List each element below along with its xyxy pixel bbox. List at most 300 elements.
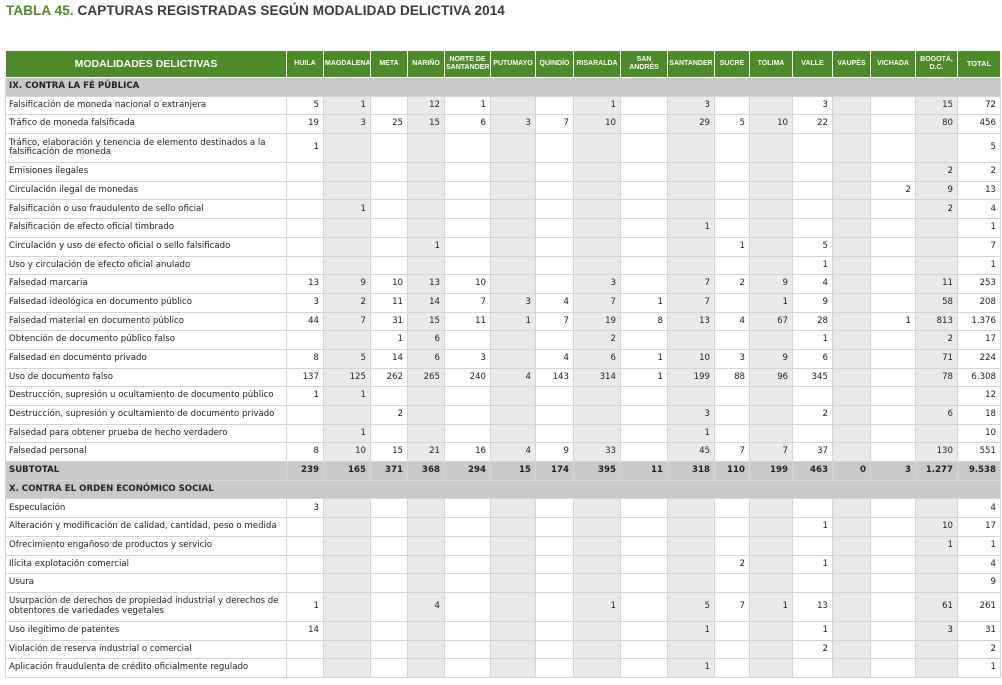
table-cell xyxy=(324,555,371,574)
table-cell xyxy=(715,424,750,443)
table-cell: 15 xyxy=(408,115,445,134)
table-cell xyxy=(491,640,536,659)
table-cell xyxy=(287,181,324,200)
table-cell xyxy=(371,237,408,256)
table-cell xyxy=(445,331,491,350)
table-cell xyxy=(871,256,916,275)
table-cell: 2 xyxy=(871,181,916,200)
row-label: Falsedad en documento privado xyxy=(6,349,287,368)
table-row xyxy=(6,115,1001,134)
table-cell xyxy=(574,555,621,574)
table-cell xyxy=(621,659,668,678)
table-cell: 4 xyxy=(536,293,574,312)
table-cell: 551 xyxy=(958,443,1001,462)
table-cell xyxy=(574,518,621,537)
table-cell xyxy=(621,640,668,659)
table-cell: 0 xyxy=(833,462,871,481)
table-cell xyxy=(668,134,715,163)
table-cell: 7 xyxy=(958,237,1001,256)
table-cell: 11 xyxy=(371,293,408,312)
table-cell xyxy=(916,555,958,574)
table-number: TABLA 45. xyxy=(6,3,74,18)
table-cell xyxy=(574,424,621,443)
row-label: Falsificación o uso fraudulento de sello oficial xyxy=(6,200,287,219)
table-cell xyxy=(371,200,408,219)
header-col: SUCRE xyxy=(715,51,750,78)
row-label: Usurpación de derechos de propiedad industrial y derechos de obtentores de variedades vegetales xyxy=(6,592,287,621)
table-cell xyxy=(621,443,668,462)
table-cell: 1 xyxy=(491,312,536,331)
table-cell: 9 xyxy=(536,443,574,462)
table-cell xyxy=(621,536,668,555)
row-label: Falsedad ideológica en documento público xyxy=(6,293,287,312)
table-cell xyxy=(536,574,574,593)
table-cell xyxy=(371,181,408,200)
table-cell xyxy=(287,574,324,593)
table-cell: 6 xyxy=(916,406,958,425)
table-cell: 12 xyxy=(958,387,1001,406)
table-cell: 224 xyxy=(958,349,1001,368)
table-cell: 3 xyxy=(445,349,491,368)
table-cell xyxy=(445,219,491,238)
table-cell xyxy=(536,621,574,640)
table-cell xyxy=(371,424,408,443)
table-cell: 1 xyxy=(445,96,491,115)
table-cell xyxy=(871,387,916,406)
table-cell: 371 xyxy=(371,462,408,481)
table-cell xyxy=(833,275,871,294)
table-cell xyxy=(324,499,371,518)
table-cell xyxy=(491,256,536,275)
table-cell xyxy=(371,387,408,406)
table-cell xyxy=(536,256,574,275)
table-cell xyxy=(371,574,408,593)
table-cell xyxy=(536,424,574,443)
table-cell xyxy=(621,406,668,425)
table-cell: 3 xyxy=(491,293,536,312)
table-cell: 318 xyxy=(668,462,715,481)
table-cell xyxy=(574,237,621,256)
table-cell xyxy=(871,574,916,593)
table-cell: 3 xyxy=(491,115,536,134)
table-cell xyxy=(715,621,750,640)
row-label: Emisiones ilegales xyxy=(6,163,287,182)
table-cell: 2 xyxy=(371,406,408,425)
table-cell: 4 xyxy=(536,349,574,368)
table-cell: 262 xyxy=(371,368,408,387)
table-cell: 125 xyxy=(324,368,371,387)
table-cell xyxy=(371,640,408,659)
table-cell xyxy=(371,592,408,621)
table-row xyxy=(6,96,1001,115)
table-row xyxy=(6,368,1001,387)
table-cell xyxy=(536,237,574,256)
table-cell: 9 xyxy=(958,574,1001,593)
table-cell xyxy=(871,163,916,182)
table-cell: 29 xyxy=(668,115,715,134)
table-cell xyxy=(574,219,621,238)
table-cell: 143 xyxy=(536,368,574,387)
table-cell: 4 xyxy=(715,312,750,331)
table-cell xyxy=(715,256,750,275)
table-cell: 240 xyxy=(445,368,491,387)
table-cell: 5 xyxy=(324,349,371,368)
table-cell xyxy=(287,424,324,443)
table-cell: 11 xyxy=(445,312,491,331)
table-cell xyxy=(715,219,750,238)
table-cell: 813 xyxy=(916,312,958,331)
table-cell: 8 xyxy=(621,312,668,331)
table-cell: 2 xyxy=(324,293,371,312)
table-cell: 1 xyxy=(750,293,793,312)
table-cell xyxy=(287,219,324,238)
table-cell: 9 xyxy=(750,349,793,368)
table-cell xyxy=(833,555,871,574)
table-cell xyxy=(871,115,916,134)
table-cell xyxy=(916,134,958,163)
table-cell xyxy=(621,387,668,406)
table-cell xyxy=(287,237,324,256)
table-cell xyxy=(715,518,750,537)
table-cell xyxy=(536,96,574,115)
row-label: Uso de documento falso xyxy=(6,368,287,387)
table-cell xyxy=(833,368,871,387)
table-cell xyxy=(750,163,793,182)
table-cell xyxy=(916,387,958,406)
table-cell: 18 xyxy=(958,406,1001,425)
table-cell xyxy=(916,256,958,275)
table-cell xyxy=(833,115,871,134)
table-cell xyxy=(324,181,371,200)
table-row xyxy=(6,219,1001,238)
table-cell: 5 xyxy=(958,134,1001,163)
table-cell: 25 xyxy=(371,115,408,134)
table-cell xyxy=(574,163,621,182)
table-cell xyxy=(574,536,621,555)
table-cell xyxy=(287,659,324,678)
table-cell xyxy=(793,134,833,163)
table-cell xyxy=(491,621,536,640)
table-cell xyxy=(491,134,536,163)
table-cell xyxy=(871,424,916,443)
table-cell xyxy=(491,518,536,537)
table-cell xyxy=(750,256,793,275)
table-cell: 12 xyxy=(408,96,445,115)
table-cell: 10 xyxy=(324,443,371,462)
table-cell xyxy=(833,237,871,256)
table-cell: 14 xyxy=(371,349,408,368)
table-cell: 314 xyxy=(574,368,621,387)
table-cell xyxy=(833,443,871,462)
table-cell xyxy=(536,181,574,200)
row-label: Falsificación de efecto oficial timbrado xyxy=(6,219,287,238)
table-cell xyxy=(916,219,958,238)
section-title: IX. CONTRA LA FÉ PÚBLICA xyxy=(6,78,1001,97)
table-row xyxy=(6,574,1001,593)
table-cell xyxy=(371,134,408,163)
table-cell xyxy=(621,115,668,134)
table-cell xyxy=(750,219,793,238)
table-cell xyxy=(445,659,491,678)
table-cell xyxy=(621,163,668,182)
table-cell xyxy=(871,555,916,574)
table-cell xyxy=(324,592,371,621)
table-cell: 10 xyxy=(574,115,621,134)
table-cell: 1 xyxy=(668,659,715,678)
table-cell xyxy=(324,134,371,163)
table-cell: 3 xyxy=(287,293,324,312)
table-cell xyxy=(621,237,668,256)
table-cell: 13 xyxy=(668,312,715,331)
table-cell: 33 xyxy=(574,443,621,462)
table-cell xyxy=(871,275,916,294)
table-cell: 5 xyxy=(715,115,750,134)
table-cell: 2 xyxy=(793,640,833,659)
row-label: Falsedad personal xyxy=(6,443,287,462)
table-cell xyxy=(668,387,715,406)
table-cell: 11 xyxy=(621,462,668,481)
table-cell: 110 xyxy=(715,462,750,481)
table-cell xyxy=(408,621,445,640)
table-cell: 8 xyxy=(287,443,324,462)
table-cell xyxy=(491,574,536,593)
table-cell xyxy=(287,640,324,659)
table-cell: 1 xyxy=(574,592,621,621)
table-cell xyxy=(833,312,871,331)
table-cell xyxy=(621,96,668,115)
table-cell xyxy=(287,406,324,425)
table-cell: 1 xyxy=(324,96,371,115)
table-cell xyxy=(833,181,871,200)
table-cell xyxy=(871,592,916,621)
table-cell xyxy=(715,536,750,555)
table-cell: 1 xyxy=(621,349,668,368)
table-cell: 3 xyxy=(287,499,324,518)
table-cell: 1 xyxy=(408,237,445,256)
table-cell xyxy=(871,237,916,256)
table-cell: 4 xyxy=(958,499,1001,518)
table-row xyxy=(6,331,1001,350)
table-cell xyxy=(536,406,574,425)
table-cell: 7 xyxy=(574,293,621,312)
table-cell xyxy=(621,256,668,275)
table-cell xyxy=(916,640,958,659)
row-label: Circulación ilegal de monedas xyxy=(6,181,287,200)
table-cell: 14 xyxy=(287,621,324,640)
table-cell xyxy=(621,200,668,219)
table-cell: 8 xyxy=(287,349,324,368)
table-cell: 1 xyxy=(324,200,371,219)
table-cell xyxy=(833,200,871,219)
table-cell: 463 xyxy=(793,462,833,481)
table-cell xyxy=(668,518,715,537)
subtotal-label: SUBTOTAL xyxy=(6,462,287,481)
table-cell xyxy=(445,555,491,574)
table-cell xyxy=(833,659,871,678)
table-cell xyxy=(445,163,491,182)
row-label: Especulación xyxy=(6,499,287,518)
table-cell: 1 xyxy=(324,424,371,443)
table-cell: 15 xyxy=(916,96,958,115)
table-cell xyxy=(833,640,871,659)
table-cell xyxy=(445,256,491,275)
table-cell xyxy=(871,134,916,163)
table-cell xyxy=(371,499,408,518)
table-cell xyxy=(287,256,324,275)
table-row xyxy=(6,499,1001,518)
table-cell xyxy=(536,640,574,659)
table-cell xyxy=(871,200,916,219)
table-cell: 1 xyxy=(958,536,1001,555)
table-cell: 3 xyxy=(793,96,833,115)
table-cell: 1 xyxy=(793,518,833,537)
table-cell: 15 xyxy=(371,443,408,462)
table-cell xyxy=(536,536,574,555)
table-cell: 21 xyxy=(408,443,445,462)
table-cell xyxy=(408,134,445,163)
table-cell: 2 xyxy=(916,200,958,219)
table-cell xyxy=(668,499,715,518)
table-cell: 3 xyxy=(715,349,750,368)
table-cell xyxy=(445,518,491,537)
table-cell: 10 xyxy=(445,275,491,294)
table-cell xyxy=(536,592,574,621)
row-label: Aplicación fraudulenta de crédito oficialmente regulado xyxy=(6,659,287,678)
row-label: Falsedad marcaria xyxy=(6,275,287,294)
table-cell xyxy=(324,331,371,350)
table-cell xyxy=(621,518,668,537)
table-cell xyxy=(408,499,445,518)
table-cell xyxy=(445,592,491,621)
table-cell: 345 xyxy=(793,368,833,387)
table-cell xyxy=(445,536,491,555)
table-cell xyxy=(408,424,445,443)
header-col: NORTE DE SANTANDER xyxy=(445,51,491,78)
table-cell: 1 xyxy=(793,256,833,275)
table-cell: 1 xyxy=(871,312,916,331)
table-cell: 16 xyxy=(445,443,491,462)
table-cell: 1 xyxy=(793,621,833,640)
table-cell xyxy=(750,621,793,640)
table-cell xyxy=(491,331,536,350)
table-cell: 80 xyxy=(916,115,958,134)
table-cell: 2 xyxy=(916,163,958,182)
table-cell xyxy=(793,574,833,593)
table-cell xyxy=(371,163,408,182)
table-cell: 395 xyxy=(574,462,621,481)
subtotal-row xyxy=(6,462,1001,481)
table-cell: 88 xyxy=(715,368,750,387)
table-cell: 3 xyxy=(324,115,371,134)
table-cell xyxy=(750,406,793,425)
table-cell xyxy=(445,640,491,659)
table-cell xyxy=(668,237,715,256)
table-cell xyxy=(445,134,491,163)
table-cell xyxy=(621,331,668,350)
header-col: SAN ANDRÉS xyxy=(621,51,668,78)
table-title xyxy=(6,3,505,18)
table-cell: 10 xyxy=(958,424,1001,443)
table-cell xyxy=(287,555,324,574)
table-cell xyxy=(833,574,871,593)
table-cell xyxy=(408,181,445,200)
table-cell xyxy=(750,96,793,115)
table-cell: 1 xyxy=(958,219,1001,238)
table-cell xyxy=(621,219,668,238)
table-row xyxy=(6,659,1001,678)
table-cell: 4 xyxy=(958,555,1001,574)
table-cell xyxy=(871,640,916,659)
table-row xyxy=(6,200,1001,219)
row-label: Uso ilegítimo de patentes xyxy=(6,621,287,640)
table-cell: 3 xyxy=(668,406,715,425)
table-cell xyxy=(408,659,445,678)
table-cell: 3 xyxy=(574,275,621,294)
table-cell xyxy=(833,219,871,238)
table-cell: 2 xyxy=(958,640,1001,659)
table-cell: 28 xyxy=(793,312,833,331)
table-cell xyxy=(408,555,445,574)
table-cell xyxy=(574,574,621,593)
table-cell: 45 xyxy=(668,443,715,462)
table-cell xyxy=(408,387,445,406)
table-cell xyxy=(491,163,536,182)
table-cell xyxy=(871,659,916,678)
table-cell: 5 xyxy=(668,592,715,621)
table-cell xyxy=(833,621,871,640)
table-cell xyxy=(324,659,371,678)
table-cell xyxy=(750,499,793,518)
table-cell xyxy=(491,424,536,443)
table-cell xyxy=(445,621,491,640)
table-row xyxy=(6,536,1001,555)
table-cell xyxy=(445,181,491,200)
table-cell: 13 xyxy=(287,275,324,294)
table-cell: 15 xyxy=(408,312,445,331)
table-cell xyxy=(750,181,793,200)
table-cell xyxy=(371,659,408,678)
table-cell: 44 xyxy=(287,312,324,331)
table-row xyxy=(6,275,1001,294)
table-cell: 1 xyxy=(916,536,958,555)
table-body xyxy=(6,78,1001,678)
table-cell xyxy=(750,424,793,443)
table-cell xyxy=(621,574,668,593)
table-cell xyxy=(491,592,536,621)
table-cell xyxy=(491,237,536,256)
table-cell: 456 xyxy=(958,115,1001,134)
table-cell xyxy=(408,219,445,238)
table-row xyxy=(6,406,1001,425)
table-cell: 6 xyxy=(408,349,445,368)
table-cell xyxy=(287,163,324,182)
table-cell: 7 xyxy=(715,443,750,462)
table-cell xyxy=(536,499,574,518)
table-cell xyxy=(750,331,793,350)
table-cell xyxy=(621,424,668,443)
table-cell: 10 xyxy=(371,275,408,294)
table-cell xyxy=(668,640,715,659)
header-modalidades: MODALIDADES DELICTIVAS xyxy=(6,51,287,78)
table-row xyxy=(6,134,1001,163)
table-cell: 3 xyxy=(916,621,958,640)
table-cell xyxy=(287,200,324,219)
table-row xyxy=(6,237,1001,256)
table-cell xyxy=(833,387,871,406)
table-cell xyxy=(621,555,668,574)
table-cell: 7 xyxy=(715,592,750,621)
table-cell: 9 xyxy=(750,275,793,294)
